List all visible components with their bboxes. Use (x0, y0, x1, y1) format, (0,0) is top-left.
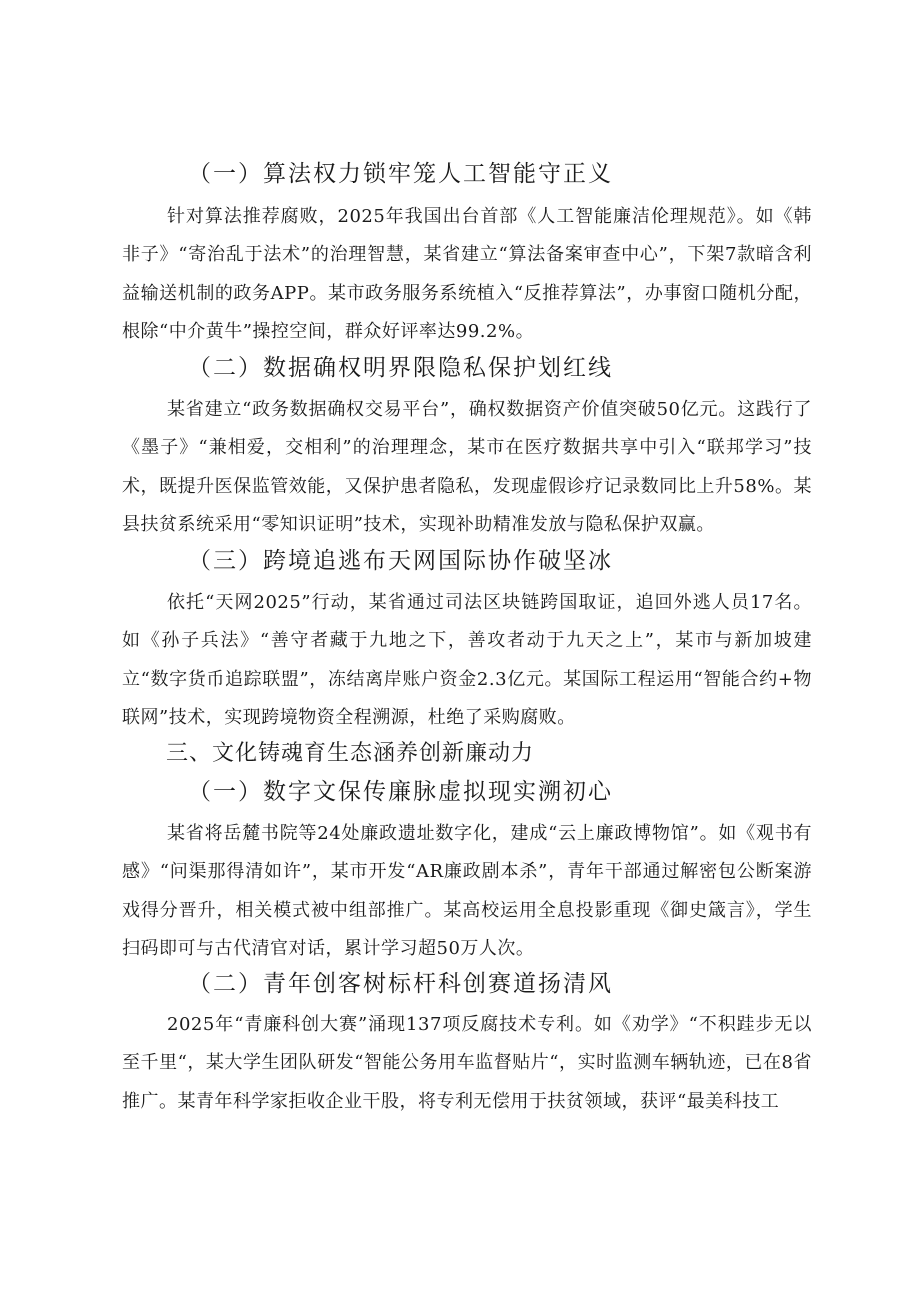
section-heading-algorithm: （一）算法权力锁牢笼人工智能守正义 (188, 161, 613, 187)
section-heading-youth: （二）青年创客树标杆科创赛道扬清风 (188, 971, 613, 997)
paragraph-digital-heritage: 某省将岳麓书院等24处廉政遗址数字化，建成“云上廉政博物馆”。如《观书有感》“问渠那得清如许”，某市开发“AR廉政剧本杀”，青年干部通过解密包公断案游戏得分晋升，相关模式被中组部推广。某高校运用全息投影重现《御史箴言》，学生扫码即可与古代清官对话，累计学习超50万人次。 (122, 823, 812, 959)
paragraph-cross-border: 依托“天网2025”行动，某省通过司法区块链跨国取证，追回外逃人员17名。如《孙子兵法》“善守者藏于九地之下，善攻者动于九天之上”，某市与新加坡建立“数字货币追踪联盟”，冻结离岸账户资金2.3亿元。某国际工程运用“智能合约+物联网”技术，实现跨境物资全程溯源，杜绝了采购腐败。 (122, 592, 812, 728)
section-heading-digital-heritage: （一）数字文保传廉脉虚拟现实溯初心 (188, 779, 613, 805)
section-heading-cross-border: （三）跨境追逃布天网国际协作破坚冰 (188, 548, 613, 574)
paragraph-algorithm: 针对算法推荐腐败，2025年我国出台首部《人工智能廉洁伦理规范》。如《韩非子》“寄治乱于法术”的治理智慧，某省建立“算法备案审查中心”，下架7款暗含利益输送机制的政务APP。某市政务服务系统植入“反推荐算法”，办事窗口随机分配，根除“中介黄牛”操控空间，群众好评率达99.2%。 (122, 206, 812, 342)
section-heading-data: （二）数据确权明界限隐私保护划红线 (188, 355, 613, 381)
chapter-heading-culture: 三、文化铸魂育生态涵养创新廉动力 (166, 741, 535, 766)
paragraph-data: 某省建立“政务数据确权交易平台”，确权数据资产价值突破50亿元。这践行了《墨子》“兼相爱，交相利”的治理理念，某市在医疗数据共享中引入“联邦学习”技术，既提升医保监管效能，又保护患者隐私，发现虚假诊疗记录数同比上升58%。某县扶贫系统采用“零知识证明”技术，实现补助精准发放与隐私保护双赢。 (122, 399, 812, 535)
paragraph-youth: 2025年“青廉科创大赛”涌现137项反腐技术专利。如《劝学》“不积跬步无以至千里“，某大学生团队研发“智能公务用车监督贴片“，实时监测车辆轨迹，已在8省推广。某青年科学家拒收企业干股，将专利无偿用于扶贫领域，获评“最美科技工 (122, 1014, 812, 1112)
